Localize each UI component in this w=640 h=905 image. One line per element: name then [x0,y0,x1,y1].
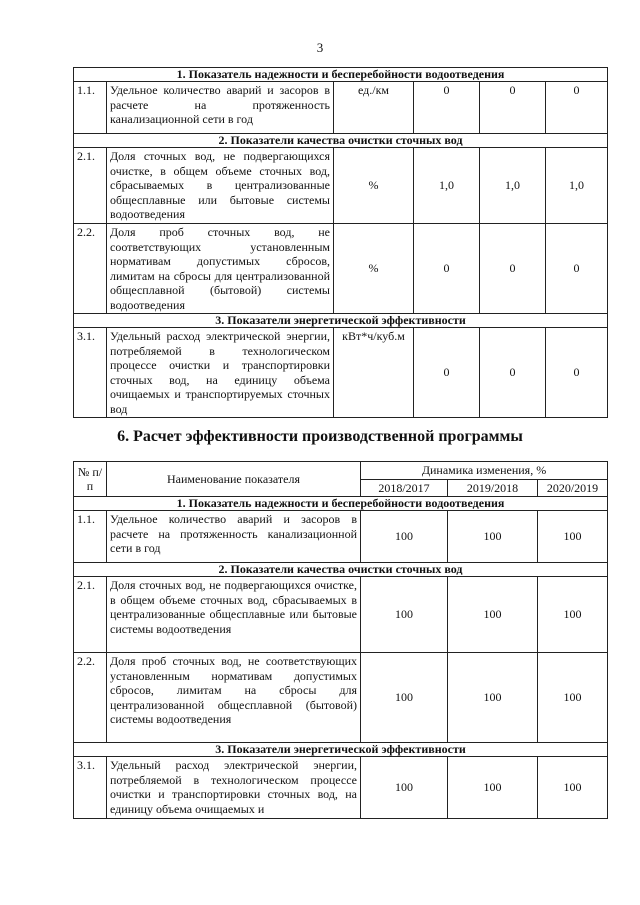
row-value: 0 [480,224,546,314]
section-title: 3. Показатели энергетической эффективности [74,314,608,328]
row-value: 100 [361,511,448,563]
row-number: 3.1. [74,757,107,819]
row-value: 0 [414,82,480,134]
row-value: 0 [546,82,608,134]
row-value: 0 [414,328,480,418]
table-row [74,328,608,418]
row-number: 2.1. [74,148,107,224]
row-description: Доля проб сточных вод, не соответствующих установленным нормативам допустимых сбросов, лимитам на сбросы для централизованной общесплавной (бытовой) системы водоотведения [107,653,361,743]
row-number: 1.1. [74,511,107,563]
section-title: 1. Показатель надежности и бесперебойности водоотведения [74,68,608,82]
row-description: Доля проб сточных вод, не соответствующих установленным нормативам допустимых сбросов, лимитам на сбросы для централизованной общесплавной (бытовой) системы водоотведения [107,224,334,314]
section-title: 2. Показатели качества очистки сточных вод [74,134,608,148]
row-description: Удельный расход электрической энергии, потребляемой в технологическом процессе очистки и транспортировки сточных вод, на единицу объема очищаемых и [107,757,361,819]
row-number: 2.2. [74,653,107,743]
row-unit: ед./км [334,82,414,134]
row-unit: % [334,224,414,314]
row-description: Удельный расход электрической энергии, потребляемой в технологическом процессе очистки и транспортировки сточных вод, на единицу объема очищаемых и транспортируемых сточных вод [107,328,334,418]
row-value: 100 [448,577,538,653]
table-row [74,757,608,819]
row-value: 100 [361,577,448,653]
table-row [74,653,608,743]
row-value: 100 [448,653,538,743]
section-title: 3. Показатели энергетической эффективности [74,743,608,757]
row-value: 0 [546,224,608,314]
row-number: 1.1. [74,82,107,134]
row-description: Удельное количество аварий и засоров в расчете на протяженность канализационной сети в год [107,82,334,134]
column-header-year: 2018/2017 [361,479,448,497]
row-value: 100 [361,653,448,743]
row-description: Удельное количество аварий и засоров в расчете на протяженность канализационной сети в год [107,511,361,563]
row-value: 100 [361,757,448,819]
column-header-dynamics: Динамика изменения, % [361,462,608,480]
row-value: 100 [538,653,608,743]
table-row [74,148,608,224]
row-value: 0 [480,328,546,418]
section-heading: 6. Расчет эффективности производственной программы [117,428,523,445]
row-value: 0 [414,224,480,314]
row-value: 100 [538,757,608,819]
row-number: 2.1. [74,577,107,653]
row-unit: % [334,148,414,224]
column-header-number: № п/п [74,462,107,497]
row-value: 100 [448,757,538,819]
row-value: 1,0 [546,148,608,224]
row-unit: кВт*ч/куб.м [334,328,414,418]
row-description: Доля сточных вод, не подвергающихся очистке, в общем объеме сточных вод, сбрасываемых в централизованные общесплавные или бытовые системы водоотведения [107,148,334,224]
row-value: 100 [538,511,608,563]
row-value: 1,0 [480,148,546,224]
row-value: 100 [448,511,538,563]
table-row [74,82,608,134]
column-header-year: 2020/2019 [538,479,608,497]
section-title: 1. Показатель надежности и бесперебойности водоотведения [74,497,608,511]
row-value: 0 [480,82,546,134]
row-number: 3.1. [74,328,107,418]
section-title: 2. Показатели качества очистки сточных вод [74,563,608,577]
column-header-year: 2019/2018 [448,479,538,497]
row-value: 0 [546,328,608,418]
row-value: 100 [538,577,608,653]
row-number: 2.2. [74,224,107,314]
table-row [74,511,608,563]
table-row [74,577,608,653]
efficiency-table [73,461,608,819]
row-value: 1,0 [414,148,480,224]
table-row [74,224,608,314]
indicators-table [73,67,608,418]
row-description: Доля сточных вод, не подвергающихся очистке, в общем объеме сточных вод, сбрасываемых в централизованные общесплавные или бытовые системы водоотведения [107,577,361,653]
column-header-name: Наименование показателя [107,462,361,497]
page-number: 3 [316,40,324,55]
